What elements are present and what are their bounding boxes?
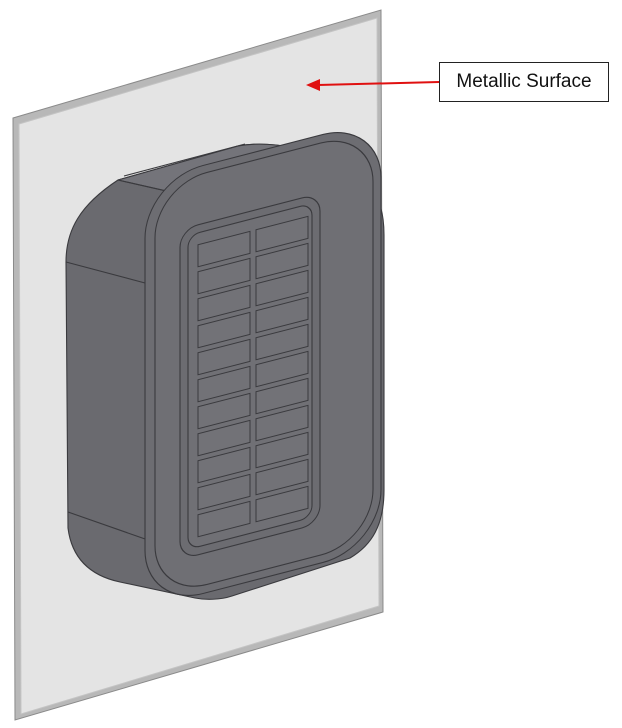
label-metallic-surface: Metallic Surface [439,62,609,102]
device-enclosure [66,119,384,608]
